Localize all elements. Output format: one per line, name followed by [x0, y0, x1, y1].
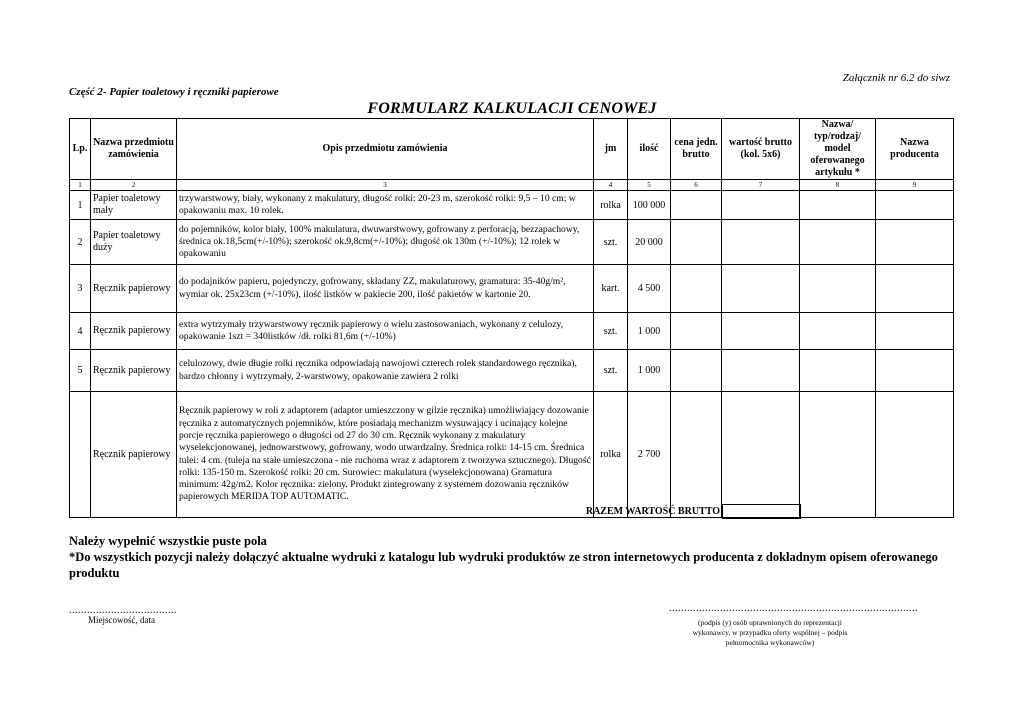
row-description: celulozowy, dwie długie rolki ręcznika odpowiadają nawojowi czterech rolek standardowego ręcznika), bardzo chłonny i wytrzymały, 2-warstwowy, opakowanie zawiera 2 rolki [177, 350, 594, 392]
row-item-name: Papier toaletowy duży [91, 220, 177, 265]
column-number: 6 [671, 180, 722, 191]
row-quantity: 100 000 [628, 191, 671, 220]
gross-value-cell[interactable] [722, 220, 800, 265]
row-item-name: Ręcznik papierowy [91, 350, 177, 392]
table-row [70, 350, 954, 392]
column-header-producer: Nazwa producenta [876, 119, 954, 180]
part-label: Część 2- Papier toaletowy i ręczniki papierowe [69, 86, 279, 98]
producer-cell[interactable] [876, 313, 954, 350]
unit-price-cell[interactable] [671, 313, 722, 350]
row-lp: 5 [70, 350, 91, 392]
row-quantity: 1 000 [628, 350, 671, 392]
unit-price-cell[interactable] [671, 265, 722, 313]
gross-value-cell[interactable] [722, 392, 800, 518]
unit-price-cell[interactable] [671, 392, 722, 518]
row-quantity: 4 500 [628, 265, 671, 313]
offered-model-cell[interactable] [800, 265, 876, 313]
unit-price-cell[interactable] [671, 350, 722, 392]
row-unit: szt. [594, 313, 628, 350]
row-description: trzywarstwowy, biały, wykonany z makulatury, długość rolki: 20-23 m, szerokość rolki: 9,5 – 10 cm; w opakowaniu max. 10 rolek. [177, 191, 594, 220]
row-description: do pojemników, kolor biały, 100% makulatura, dwuwarstwowy, gofrowany z perforacją, bezzapachowy, średnica ok.18,5cm(+/-10%); szerokość ok.9,8cm(+/-10%); długość ok 130m (+/-10%); 12 rolek w opakowaniu [177, 220, 594, 265]
row-item-name: Ręcznik papierowy [91, 392, 177, 518]
producer-cell[interactable] [876, 220, 954, 265]
offered-model-cell[interactable] [800, 313, 876, 350]
row-item-name: Papier toaletowy mały [91, 191, 177, 220]
signature-caption-line: (podpis (y) osób uprawnionych do reprezentacji [698, 618, 842, 627]
column-number: 9 [876, 180, 954, 191]
offered-model-cell[interactable] [800, 350, 876, 392]
signature-caption [660, 618, 880, 648]
row-description: do podajników papieru, pojedynczy, gofrowany, składany ZZ, makulaturowy, gramatura: 35-40g/m², wymiar ok. 25x23cm (+/-10%), ilość listków w pakiecie 200, ilość pakietów w kartonie 20. [177, 265, 594, 313]
producer-cell[interactable] [876, 265, 954, 313]
column-header-item-name: Nazwa przedmiotu zamówienia [91, 119, 177, 180]
column-number: 2 [91, 180, 177, 191]
column-number: 1 [70, 180, 91, 191]
column-header-description: Opis przedmiotu zamówienia [177, 119, 594, 180]
table-row [70, 392, 954, 518]
column-header-unit: jm [594, 119, 628, 180]
row-item-name: Ręcznik papierowy [91, 265, 177, 313]
total-value-cell[interactable] [722, 504, 801, 519]
unit-price-cell[interactable] [671, 191, 722, 220]
row-lp: 3 [70, 265, 91, 313]
column-numbers-row [70, 180, 954, 191]
place-date-label: Miejscowość, data [88, 615, 155, 625]
column-header-quantity: ilość [628, 119, 671, 180]
row-quantity: 1 000 [628, 313, 671, 350]
row-lp [70, 392, 91, 518]
producer-cell[interactable] [876, 191, 954, 220]
attachment-label: Załącznik nr 6.2 do siwz [842, 72, 950, 84]
column-number: 4 [594, 180, 628, 191]
row-description: extra wytrzymały trzywarstwowy ręcznik papierowy o wielu zastosowaniach, wykonany z celulozy, opakowanie 1szt = 340listków /dł. rolki 81,6m (+/-10%) [177, 313, 594, 350]
row-item-name: Ręcznik papierowy [91, 313, 177, 350]
column-number: 8 [800, 180, 876, 191]
row-quantity: 20 000 [628, 220, 671, 265]
table-row [70, 265, 954, 313]
gross-value-cell[interactable] [722, 265, 800, 313]
column-number: 5 [628, 180, 671, 191]
total-label: RAZEM WARTOŚĆ BRUTTO [585, 506, 720, 517]
producer-cell[interactable] [876, 392, 954, 518]
column-number: 7 [722, 180, 800, 191]
place-date-line: .................................... [69, 605, 177, 616]
column-header-offered-model: Nazwa/ typ/rodzaj/ model oferowanego artykułu * [800, 119, 876, 180]
column-header-unit-price: cena jedn. brutto [671, 119, 722, 180]
signature-caption-line: pełnomocnika wykonawców) [725, 638, 815, 647]
table-row [70, 313, 954, 350]
page-title: FORMULARZ KALKULACJI CENOWEJ [367, 100, 657, 117]
row-unit: rolka [594, 392, 628, 518]
unit-price-cell[interactable] [671, 220, 722, 265]
fill-all-fields-note: Należy wypełnić wszystkie puste pola [69, 534, 267, 548]
offered-model-cell[interactable] [800, 220, 876, 265]
attach-catalog-note: *Do wszystkich pozycji należy dołączyć aktualne wydruki z katalogu lub wydruki produktów ze stron internetowych producenta z dokładnym opisem oferowanego produktu [69, 550, 938, 580]
table-header-row [70, 119, 954, 180]
total-row [69, 504, 953, 520]
gross-value-cell[interactable] [722, 191, 800, 220]
table-row [70, 191, 954, 220]
signature-caption-line: wykonawcy, w przypadku oferty wspólnej – podpis [692, 628, 848, 637]
price-calculation-table [69, 118, 954, 518]
row-unit: kart. [594, 265, 628, 313]
row-lp: 4 [70, 313, 91, 350]
row-unit: rolka [594, 191, 628, 220]
gross-value-cell[interactable] [722, 313, 800, 350]
column-number: 3 [177, 180, 594, 191]
offered-model-cell[interactable] [800, 191, 876, 220]
table-row [70, 220, 954, 265]
row-unit: szt. [594, 350, 628, 392]
row-quantity: 2 700 [628, 392, 671, 518]
column-header-lp: Lp. [70, 119, 91, 180]
gross-value-cell[interactable] [722, 350, 800, 392]
row-description: Ręcznik papierowy w roli z adaptorem (adaptor umieszczony w gilzie ręcznika) umożliwiający dozowanie ręcznika z automatycznych pojemników, które posiadają mechanizm wysuwający i ucinający kolejne porcje ręcznika papierowego o długości od 27 do 30 cm. Ręcznik wykonany z makulatury wyselekcjonowanej, jednowarstwowy, gofrowany, wodo utwardzalny. Średnica rolki: 14-15 cm. Średnica tulei: 4 cm. (tuleja na stałe umieszczona - nie ruchoma wraz z adaptorem z tworzywa sztucznego). Długość rolki: 135-150 m. Szerokość rolki: 20 cm. Surowiec: makulatura (wyselekcjonowana) Gramatura minimum: 42g/m2. Kolor ręcznika: zielony. Produkt zintegrowany z systemem dozowania ręczników papierowych MERIDA TOP AUTOMATIC. [177, 392, 594, 518]
offered-model-cell[interactable] [800, 392, 876, 518]
row-lp: 1 [70, 191, 91, 220]
column-header-gross-value: wartość brutto (kol. 5x6) [722, 119, 800, 180]
producer-cell[interactable] [876, 350, 954, 392]
signature-line: ................................................................................... [669, 603, 918, 614]
row-unit: szt. [594, 220, 628, 265]
row-lp: 2 [70, 220, 91, 265]
